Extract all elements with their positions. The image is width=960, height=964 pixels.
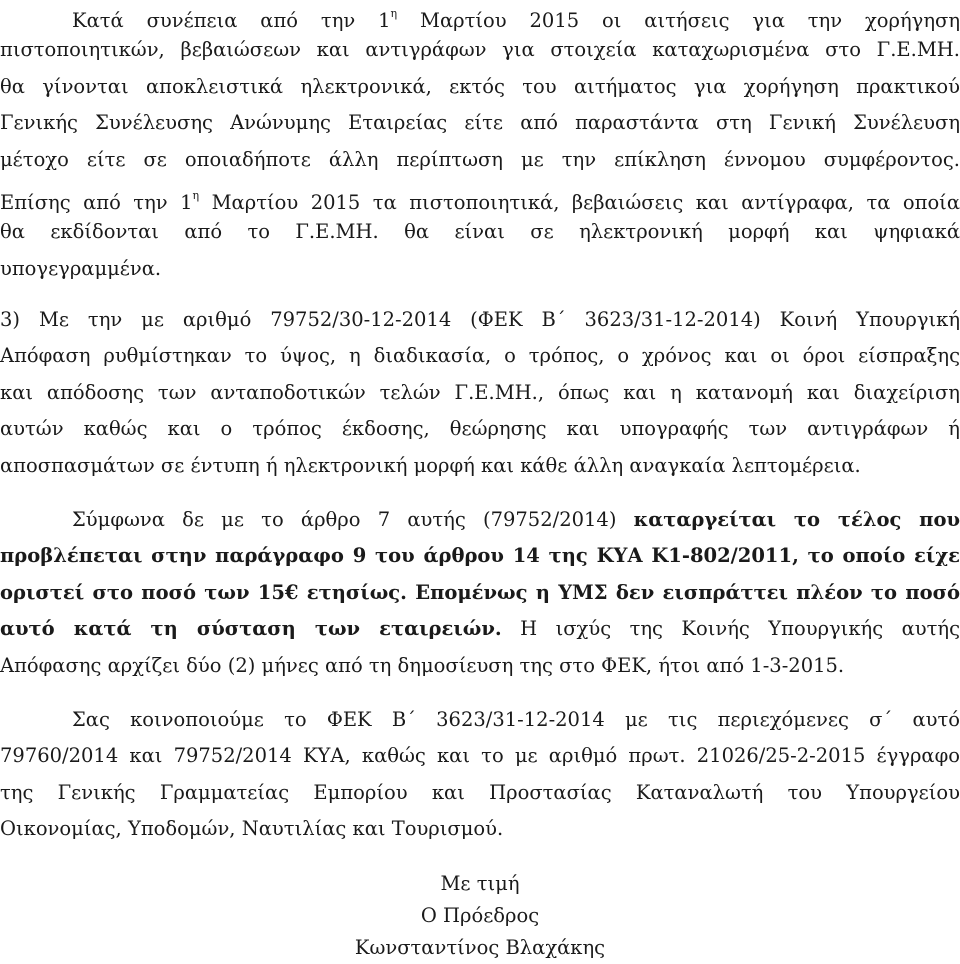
text-line: Σας κοινοποιούμε το ΦΕΚ Β΄ 3623/31-12-2014 με τις περιεχόμενες σ΄ αυτό	[72, 708, 960, 731]
text-line: Οικονομίας, Υποδομών, Ναυτιλίας και Τουρισμού.	[0, 817, 504, 841]
text-line: μέτοχο είτε σε οποιαδήποτε άλλη περίπτωση με την επίκληση έννομου συμφέροντος.	[0, 147, 960, 171]
text-line: Απόφαση ρυθμίστηκαν το ύψος, η διαδικασία, ο τρόπος, ο χρόνος και οι όροι είσπραξης	[0, 344, 960, 368]
text-line: θα εκδίδονται από το Γ.Ε.ΜΗ. θα είναι σε ηλεκτρονική μορφή και ψηφιακά	[0, 220, 960, 244]
paragraph-certificates	[0, 0, 960, 287]
text-line: της Γενικής Γραμματείας Εμπορίου και Προστασίας Καταναλωτή του Υπουργείου	[0, 780, 960, 804]
signature-block	[0, 868, 960, 964]
text-line: θα γίνονται αποκλειστικά ηλεκτρονικά, εκτός του αιτήματος για χορήγηση πρακτικού	[0, 74, 960, 98]
paragraph-ministerial-decision	[0, 302, 960, 484]
text-line: αυτό κατά τη σύσταση των εταιρειών. Η ισχύς της Κοινής Υπουργικής αυτής	[0, 617, 960, 641]
text-line: Απόφασης αρχίζει δύο (2) μήνες από τη δημοσίευση της στο ΦΕΚ, ήτοι από 1-3-2015.	[0, 653, 845, 677]
text-line: υπογεγραμμένα.	[0, 256, 162, 280]
paragraph-fee-abolition	[0, 502, 960, 684]
signature-greeting: Με τιμή	[440, 872, 520, 895]
text-line: και απόδοσης των ανταποδοτικών τελών Γ.Ε.ΜΗ., όπως και η κατανομή και διαχείριση	[0, 380, 960, 404]
text-line: αυτών καθώς και ο τρόπος έκδοσης, θεώρησης και υπογραφής των αντιγράφων ή	[0, 417, 960, 441]
text-line: Γενικής Συνέλευσης Ανώνυμης Εταιρείας είτε από παραστάντα στη Γενική Συνέλευση	[0, 111, 960, 135]
signature-role: Ο Πρόεδρος	[420, 904, 540, 927]
signature-name: Κωνσταντίνος Βλαχάκης	[354, 936, 606, 959]
text-line: προβλέπεται στην παράγραφο 9 του άρθρου 14 της ΚΥΑ Κ1-802/2011, το οποίο είχε	[0, 544, 960, 568]
text-line: αποσπασμάτων σε έντυπη ή ηλεκτρονική μορφή και κάθε άλλη αναγκαία λεπτομέρεια.	[0, 453, 861, 477]
text-line: 79760/2014 και 79752/2014 ΚΥΑ, καθώς και το με αριθμό πρωτ. 21026/25-2-2015 έγγραφο	[0, 744, 960, 768]
text-line: πιστοποιητικών, βεβαιώσεων και αντιγράφων για στοιχεία καταχωρισμένα στο Γ.Ε.ΜΗ.	[0, 38, 960, 62]
text-line: Σύμφωνα δε με το άρθρο 7 αυτής (79752/2014) καταργείται το τέλος που	[72, 508, 960, 531]
text-line: Επίσης από την $1^\eta$ Μαρτίου 2015 τα πιστοποιητικά, βεβαιώσεις και αντίγραφα, τα οποία	[0, 188, 960, 214]
text-line: Κατά συνέπεια από την $1^\eta$ Μαρτίου 2015 οι αιτήσεις για την χορήγηση	[72, 7, 960, 32]
paragraph-notification	[0, 702, 960, 848]
text-line: 3) Με την με αριθμό 79752/30-12-2014 (ΦΕΚ Β΄ 3623/31-12-2014) Κοινή Υπουργική	[0, 308, 960, 331]
text-line: οριστεί στο ποσό των 15€ ετησίως. Επομένως η ΥΜΣ δεν εισπράττει πλέον το ποσό	[0, 580, 960, 604]
